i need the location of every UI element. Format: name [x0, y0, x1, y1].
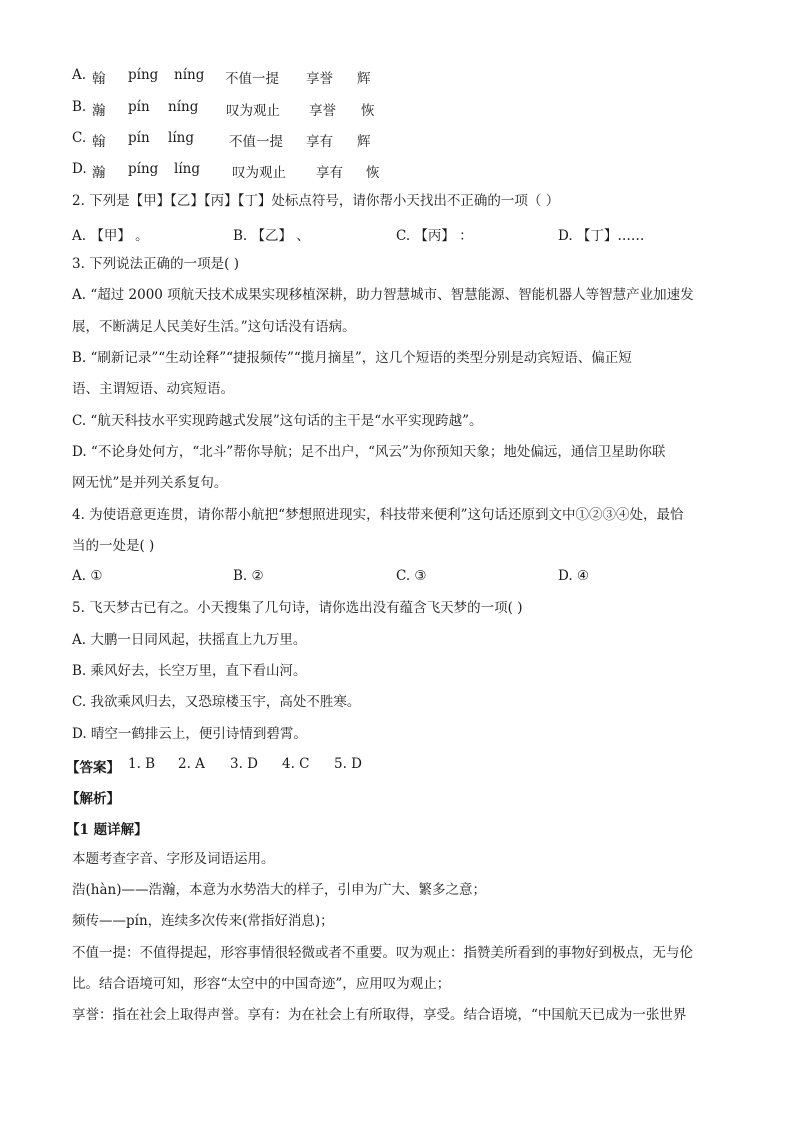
option-pinyin-2: líng: [174, 161, 200, 177]
option-pinyin-1: pín: [128, 130, 150, 146]
q4-stem-line2: 当的一处是( ): [72, 538, 155, 554]
option-pinyin-2: líng: [168, 130, 194, 146]
explain-line: 比。结合语境可知，形容“太空中的中国奇迹”，应用叹为观止；: [72, 976, 451, 992]
option-word: 享有: [306, 134, 333, 150]
q2-option-b[interactable]: B. 【乙】 、: [233, 228, 310, 244]
q4-stem-line1: 4. 为使语意更连贯，请你帮小航把“梦想照进现实，科技带来便利”这句话还原到文中①②③④处，最恰: [72, 507, 684, 523]
option-pinyin-1: píng: [128, 161, 159, 177]
q5-stem: 5. 飞天梦古已有之。小天搜集了几句诗，请你选出没有蕴含飞天梦的一项( ): [72, 600, 523, 616]
answer-item: 1. B: [128, 756, 156, 772]
q5-option-b[interactable]: B. 乘风好去，长空万里，直下看山河。: [72, 663, 307, 679]
answer-item: 5. D: [334, 756, 362, 772]
analysis-heading: 【解析】: [66, 791, 120, 807]
option-char-2: 辉: [357, 134, 371, 150]
option-char: 瀚: [92, 103, 106, 119]
explain-line: 不值一提：不值得提起，形容事情很轻微或者不重要。叹为观止：指赞美所看到的事物好到极点，无与伦: [72, 945, 693, 961]
q4-option-d[interactable]: D. ④: [558, 568, 590, 584]
option-word: 享誉: [309, 103, 336, 119]
explain-line: 浩(hàn)——浩瀚，本意为水势浩大的样子，引申为广大、繁多之意；: [72, 882, 486, 898]
answer-tag: 【答案】: [66, 760, 120, 776]
option-idiom: 叹为观止: [232, 165, 286, 181]
q2-option-a[interactable]: A. 【甲】 。: [72, 228, 149, 244]
option-word: 享有: [316, 165, 343, 181]
option-letter: B.: [72, 99, 87, 115]
q3-option-d-line2: 网无忧”是并列关系复句。: [72, 475, 228, 491]
option-letter: D.: [72, 161, 87, 177]
option-pinyin-1: píng: [128, 67, 159, 83]
option-char: 瀚: [92, 165, 106, 181]
q4-option-a[interactable]: A. ①: [72, 568, 103, 584]
q3-option-d-line1[interactable]: D. “不论身处何方，“北斗”帮你导航；足不出户，“风云”为你预知天象；地处偏远，通信卫星助你联: [72, 444, 666, 460]
option-idiom: 叹为观止: [226, 103, 280, 119]
option-idiom: 不值一提: [229, 134, 283, 150]
option-char-2: 恢: [361, 103, 375, 119]
answer-item: 4. C: [282, 756, 310, 772]
q3-stem: 3. 下列说法正确的一项是( ): [72, 256, 239, 272]
q2-option-c[interactable]: C. 【丙】 ：: [396, 228, 473, 244]
q3-option-b-line1[interactable]: B. “刷新记录”“生动诠释”“捷报频传”“揽月摘星”，这几个短语的类型分别是动宾短语、偏正短: [72, 350, 632, 366]
q4-option-b[interactable]: B. ②: [233, 568, 264, 584]
q3-option-a-line2: 展，不断满足人民美好生活。”这句话没有语病。: [72, 319, 356, 335]
answer-item: 3. D: [230, 756, 258, 772]
option-char-2: 恢: [366, 165, 380, 181]
option-pinyin-2: níng: [168, 99, 199, 115]
explain-line: 享誉：指在社会上取得声誉。享有：为在社会上有所取得，享受。结合语境，“中国航天已成为一张世界: [72, 1007, 687, 1023]
option-idiom: 不值一提: [225, 71, 279, 87]
q5-option-c[interactable]: C. 我欲乘风归去，又恐琼楼玉宇，高处不胜寒。: [72, 694, 361, 710]
q3-option-b-line2: 语、主谓短语、动宾短语。: [72, 381, 234, 397]
q2-option-d[interactable]: D. 【丁】……: [558, 228, 645, 244]
q5-option-a[interactable]: A. 大鹏一日同风起，扶摇直上九万里。: [72, 632, 307, 648]
explain-line: 频传——pín，连续多次传来(常指好消息)；: [72, 913, 334, 929]
q3-option-a-line1[interactable]: A. “超过 2000 项航天技术成果实现移植深耕，助力智慧城市、智慧能源、智能机器人等智慧产业加速发: [72, 287, 694, 303]
option-word: 享誉: [306, 71, 333, 87]
q3-option-c[interactable]: C. “航天科技水平实现跨越式发展”这句话的主干是“水平实现跨越”。: [72, 413, 483, 429]
option-pinyin-2: níng: [174, 67, 205, 83]
option-char-2: 辉: [357, 71, 371, 87]
answer-item: 2. A: [178, 756, 205, 772]
option-char: 翰: [92, 71, 106, 87]
option-char: 翰: [92, 134, 106, 150]
explain-line: 本题考查字音、字形及词语运用。: [72, 851, 275, 867]
q4-option-c[interactable]: C. ③: [396, 568, 427, 584]
option-pinyin-1: pín: [128, 99, 150, 115]
q2-stem: 2. 下列是【甲】【乙】【丙】【丁】处标点符号，请你帮小天找出不正确的一项（ ）: [72, 193, 560, 209]
detail-heading: 【1 题详解】: [66, 822, 148, 838]
option-letter: C.: [72, 130, 87, 146]
q5-option-d[interactable]: D. 晴空一鹤排云上，便引诗情到碧霄。: [72, 726, 307, 742]
option-letter: A.: [72, 67, 87, 83]
